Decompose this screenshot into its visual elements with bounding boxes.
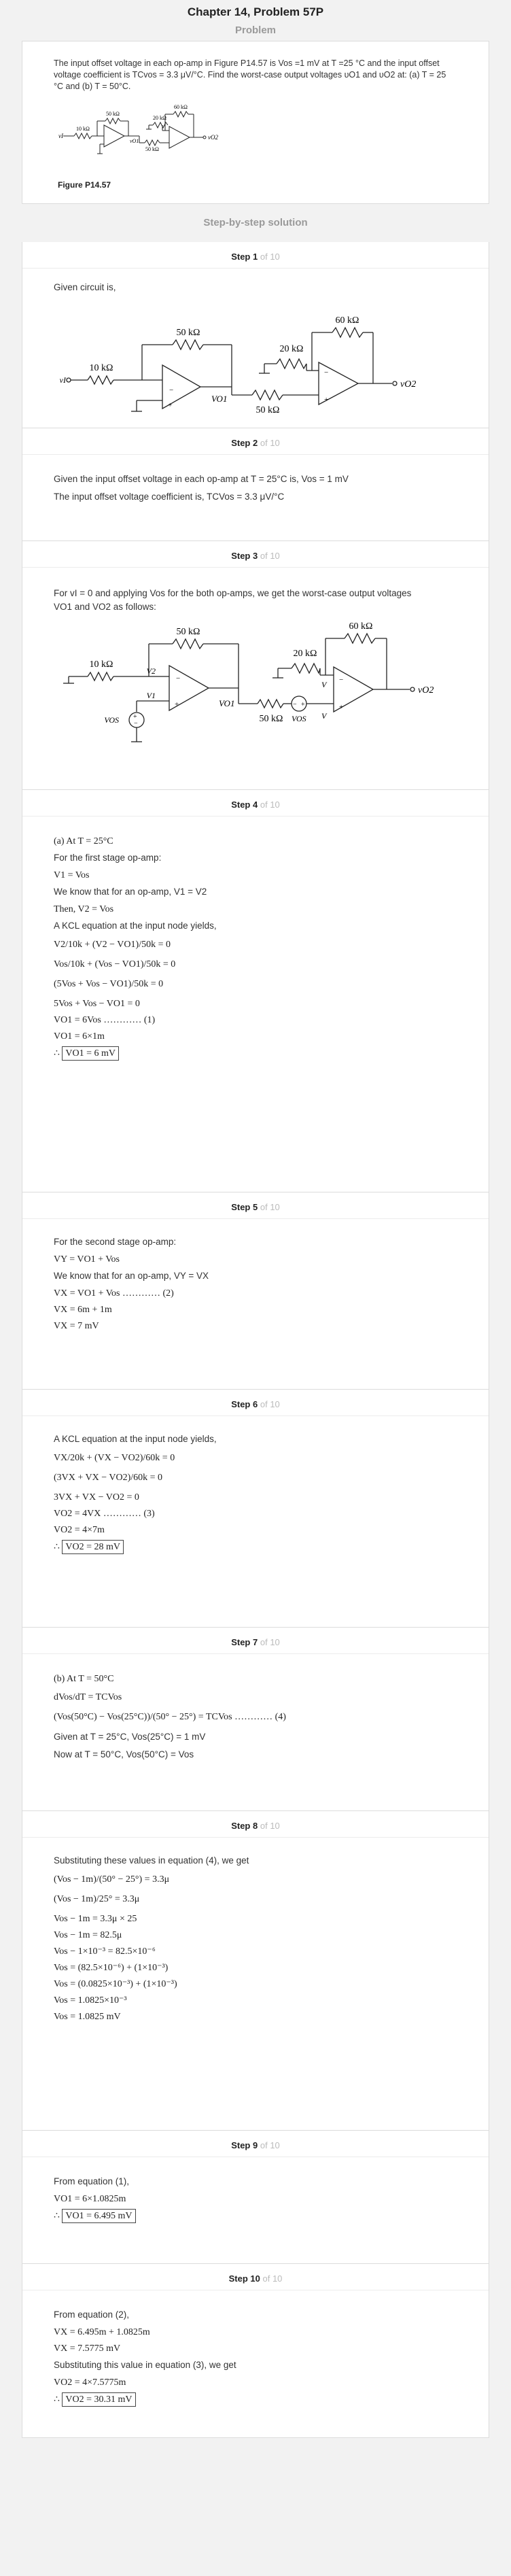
step-10 [22,2264,489,2438]
step-10-result: VO2 = 30.31 mV [62,2392,135,2407]
fig-label-r2: 50 kΩ [106,111,120,117]
svg-text:+: + [324,396,329,404]
circuit-2-r4: 60 kΩ [349,621,373,632]
step-7 [22,1628,489,1811]
step-8-line-5: Vos − 1m = 82.5μ [54,1930,122,1940]
step-5 [22,1192,489,1390]
page-title: Chapter 14, Problem 57P [187,5,324,18]
step-8-line-8: Vos = (0.0825×10⁻³) + (1×10⁻³) [54,1979,177,1989]
step-4-line-10: 5Vos + Vos − VO1 = 0 [54,999,140,1009]
step-8-line-10: Vos = 1.0825 mV [54,2012,121,2022]
fig-label-r4: 60 kΩ [174,104,188,110]
svg-text:−: − [134,720,138,727]
circuit-1-vo2: vO2 [400,379,417,390]
step-4-line-11: VO1 = 6Vos ………… (1) [54,1015,156,1025]
step-6-line-6: VO2 = 4×7m [54,1525,105,1535]
circuit-2-vx: V [321,680,327,689]
step-9-line-2: VO1 = 6×1.0825m [54,2194,126,2204]
step-3-line-1: For vI = 0 and applying Vos for the both op-amps, we get the worst-case output voltages [54,588,412,598]
step-9-result: VO1 = 6.495 mV [62,2209,135,2223]
step-4-line-7: V2/10k + (V2 − VO1)/50k = 0 [54,940,171,950]
step-4-line-6: A KCL equation at the input node yields, [54,921,217,931]
step-2 [22,428,489,541]
circuit-2-vo1: VO1 [219,698,235,708]
circuit-1-r2: 50 kΩ [176,328,200,338]
therefore-symbol: ∴ [54,2394,60,2405]
circuit-2-vos-2: VOS [292,714,306,723]
therefore-symbol: ∴ [54,2211,60,2221]
step-8-line-6: Vos − 1×10⁻³ = 82.5×10⁻⁶ [54,1946,156,1957]
circuit-1-vi: vI [59,375,66,385]
svg-text:+: + [175,700,179,708]
problem-section-title: Problem [234,24,276,36]
step-4-line-9: (5Vos + Vos − VO1)/50k = 0 [54,979,164,989]
step-8-line-4: Vos − 1m = 3.3μ × 25 [54,1914,137,1924]
step-9-line-1: From equation (1), [54,2176,130,2186]
step-6-line-2: VX/20k + (VX − VO2)/60k = 0 [54,1453,175,1463]
step-5-line-4: VX = VO1 + Vos ………… (2) [54,1288,174,1299]
step-8-line-7: Vos = (82.5×10⁻⁶) + (1×10⁻³) [54,1963,169,1973]
fig-label-vi: vI [58,133,63,139]
step-5-line-3: We know that for an op-amp, VY = VX [54,1271,209,1281]
step-4-line-5: Then, V2 = Vos [54,904,114,914]
solution-section-title: Step-by-step solution [203,217,308,228]
step-10-line-5: VO2 = 4×7.5775m [54,2377,126,2388]
step-8-header: Step 8 of 10 [22,1811,489,1838]
step-5-header: Step 5 of 10 [22,1192,489,1219]
circuit-1-vo1: VO1 [211,394,228,404]
circuit-2-vy: V [321,711,327,721]
svg-text:+: + [339,703,344,711]
step-4-header: Step 4 of 10 [22,790,489,817]
step-9-header: Step 9 of 10 [22,2131,489,2157]
step-3-header: Step 3 of 10 [22,541,489,568]
step-4-line-8: Vos/10k + (Vos − VO1)/50k = 0 [54,959,176,969]
step-8-line-3: (Vos − 1m)/25° = 3.3μ [54,1894,140,1904]
fig-label-vo1: vO1 [130,138,139,144]
circuit-2-r2: 50 kΩ [176,627,200,637]
circuit-2-r3: 20 kΩ [293,649,317,659]
step-5-line-5: VX = 6m + 1m [54,1305,112,1315]
step-6-line-3: (3VX + VX − VO2)/60k = 0 [54,1473,163,1483]
step-3-line-2: VO1 and VO2 as follows: [54,602,156,612]
step-6-header: Step 6 of 10 [22,1390,489,1416]
step-4-line-4: We know that for an op-amp, V1 = V2 [54,887,207,897]
step-10-header: Step 10 of 10 [22,2264,489,2290]
step-6-line-4: 3VX + VX − VO2 = 0 [54,1492,139,1502]
therefore-symbol: ∴ [54,1542,60,1552]
fig-label-r1: 10 kΩ [76,126,90,132]
step-10-line-1: From equation (2), [54,2309,130,2320]
step-10-line-3: VX = 7.5775 mV [54,2343,121,2354]
therefore-symbol: ∴ [54,1048,60,1059]
step-8-line-2: (Vos − 1m)/(50° − 25°) = 3.3μ [54,1874,170,1885]
circuit-diagram-1 [54,298,475,428]
circuit-1-r1: 10 kΩ [89,363,113,373]
step-6-line-1: A KCL equation at the input node yields, [54,1434,217,1444]
svg-text:−: − [324,368,329,377]
step-10-line-4: Substituting this value in equation (3), we get [54,2360,236,2370]
step-1-text: Given circuit is, [54,282,116,292]
problem-text: The input offset voltage in each op-amp in Figure P14.57 is Vos =1 mV at T =25 °C and the input offset voltage coefficient is TCvos = 3.3 μV/°C. Find the worst-case output voltages υO1 and υO2 at: (a) T = 25 °C and (b) T = 50°C. [54,58,446,91]
svg-text:+: + [301,701,305,708]
step-8-line-1: Substituting these values in equation (4), we get [54,1855,249,1866]
step-8-line-9: Vos = 1.0825×10⁻³ [54,1995,127,2006]
step-5-line-6: VX = 7 mV [54,1321,99,1331]
svg-text:−: − [293,701,297,708]
circuit-2-r5: 50 kΩ [259,714,283,724]
svg-text:−: − [176,674,181,683]
figure-caption: Figure P14.57 [58,180,111,190]
step-8 [22,1811,489,2131]
svg-text:+: + [133,713,137,721]
svg-text:−: − [339,676,344,684]
circuit-1-r3: 20 kΩ [279,344,304,354]
step-2-header: Step 2 of 10 [22,428,489,455]
step-4-line-1: (a) At T = 25°C [54,836,113,846]
fig-label-vo2: vO2 [208,134,218,141]
step-5-line-2: VY = VO1 + Vos [54,1254,120,1265]
step-7-header: Step 7 of 10 [22,1628,489,1654]
fig-label-r3: 20 kΩ [153,115,166,121]
step-10-line-2: VX = 6.495m + 1.0825m [54,2327,150,2337]
circuit-2-vos: VOS [104,715,119,725]
step-6 [22,1390,489,1628]
svg-text:−: − [169,386,174,394]
step-2-line-2: The input offset voltage coefficient is, TCVos = 3.3 μV/°C [54,492,285,502]
step-7-line-2: dVos/dT = TCVos [54,1692,122,1702]
step-1-header: Step 1 of 10 [22,242,489,269]
step-6-line-5: VO2 = 4VX ………… (3) [54,1509,155,1519]
step-4-result: VO1 = 6 mV [62,1046,119,1061]
step-3 [22,541,489,790]
step-4-line-3: V1 = Vos [54,870,90,880]
circuit-1-r4: 60 kΩ [335,315,359,326]
step-9 [22,2131,489,2264]
circuit-2-vo2: vO2 [418,685,434,695]
circuit-2-v2: V2 [146,666,156,676]
step-7-line-3: (Vos(50°C) − Vos(25°C))/(50° − 25°) = TCVos ………… (4) [54,1712,286,1722]
fig-label-r5: 50 kΩ [145,146,159,152]
step-1 [22,242,489,428]
circuit-2-v1: V1 [146,691,156,700]
circuit-1-r5: 50 kΩ [256,405,280,415]
step-7-line-5: Now at T = 50°C, Vos(50°C) = Vos [54,1749,194,1759]
circuit-diagram-2 [54,618,475,774]
step-5-line-1: For the second stage op-amp: [54,1237,177,1247]
step-4-line-2: For the first stage op-amp: [54,853,162,863]
problem-card [22,41,489,204]
step-7-line-1: (b) At T = 50°C [54,1674,114,1684]
svg-text:+: + [168,401,173,409]
problem-figure [54,99,271,174]
step-4 [22,790,489,1192]
circuit-2-r1: 10 kΩ [89,659,113,670]
step-7-line-4: Given at T = 25°C, Vos(25°C) = 1 mV [54,1732,206,1742]
step-4-line-12: VO1 = 6×1m [54,1031,105,1042]
step-2-line-1: Given the input offset voltage in each op-amp at T = 25°C is, Vos = 1 mV [54,474,349,484]
step-6-result: VO2 = 28 mV [62,1540,124,1554]
